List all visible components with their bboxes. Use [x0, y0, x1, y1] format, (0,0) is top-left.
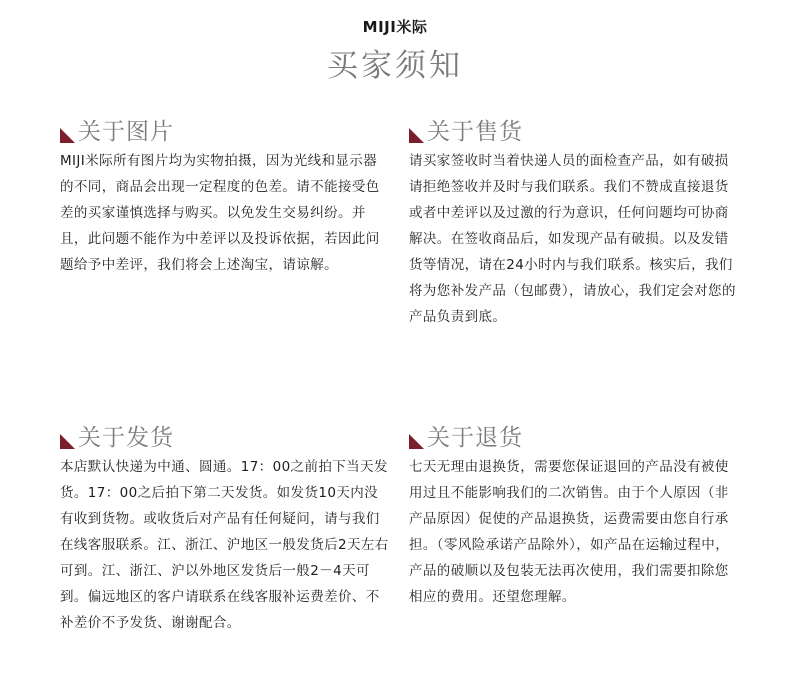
section-body: 七天无理由退换货，需要您保证退回的产品没有被使用过且不能影响我们的二次销售。由于个人原因（非产品原因）促使的产品退换货，运费需要由您自行承担。（零风险承诺产品除外），如产品在运输过程中，产品的破顺以及包装无法再次使用，我们需要扣除您相应的费用。还望您理解。	[409, 459, 730, 605]
section-receipt	[409, 116, 739, 330]
corner-triangle-icon	[409, 128, 424, 143]
section-body: 请买家签收时当着快递人员的面检查产品，如有破损请拒绝签收并及时与我们联系。我们不赞成直接退货或者中差评以及过激的行为意识，任何问题均可协商解决。在签收商品后，如发现产品有破损。以及发错货等情况，请在24小时内与我们联系。核实后，我们将为您补发产品（包邮费），请放心，我们定会对您的产品负责到底。	[409, 153, 736, 325]
section-title: 关于退货	[427, 425, 523, 451]
section-title: 关于发货	[78, 425, 174, 451]
section-shipping	[60, 422, 390, 636]
corner-triangle-icon	[409, 434, 424, 449]
section-returns	[409, 422, 739, 610]
section-pictures	[60, 116, 390, 278]
corner-triangle-icon	[60, 128, 75, 143]
corner-triangle-icon	[60, 434, 75, 449]
section-header	[409, 116, 739, 146]
section-header	[60, 422, 390, 452]
section-header	[60, 116, 390, 146]
page-title: 买家须知	[327, 48, 463, 84]
section-title: 关于图片	[78, 119, 174, 145]
section-title: 关于售货	[427, 119, 523, 145]
section-body: 本店默认快递为中通、圆通。17：00之前拍下当天发货。17：00之后拍下第二天发货。如发货10天内没有收到货物。或收货后对产品有任何疑问，请与我们在线客服联系。江、浙江、沪地区一般发货后2天左右可到。江、浙江、沪以外地区发货后一般2－4天可到。偏远地区的客户请联系在线客服补运费差价、不补差价不予发货、谢谢配合。	[60, 459, 389, 631]
brand-name: MIJI米际	[362, 18, 428, 36]
section-header	[409, 422, 739, 452]
section-body: MIJI米际所有图片均为实物拍摄，因为光线和显示器的不同，商品会出现一定程度的色差。请不能接受色差的买家谨慎选择与购买。以免发生交易纠纷。并且，此问题不能作为中差评以及投诉依据，若因此问题给予中差评，我们将会上述淘宝，请谅解。	[60, 153, 380, 273]
